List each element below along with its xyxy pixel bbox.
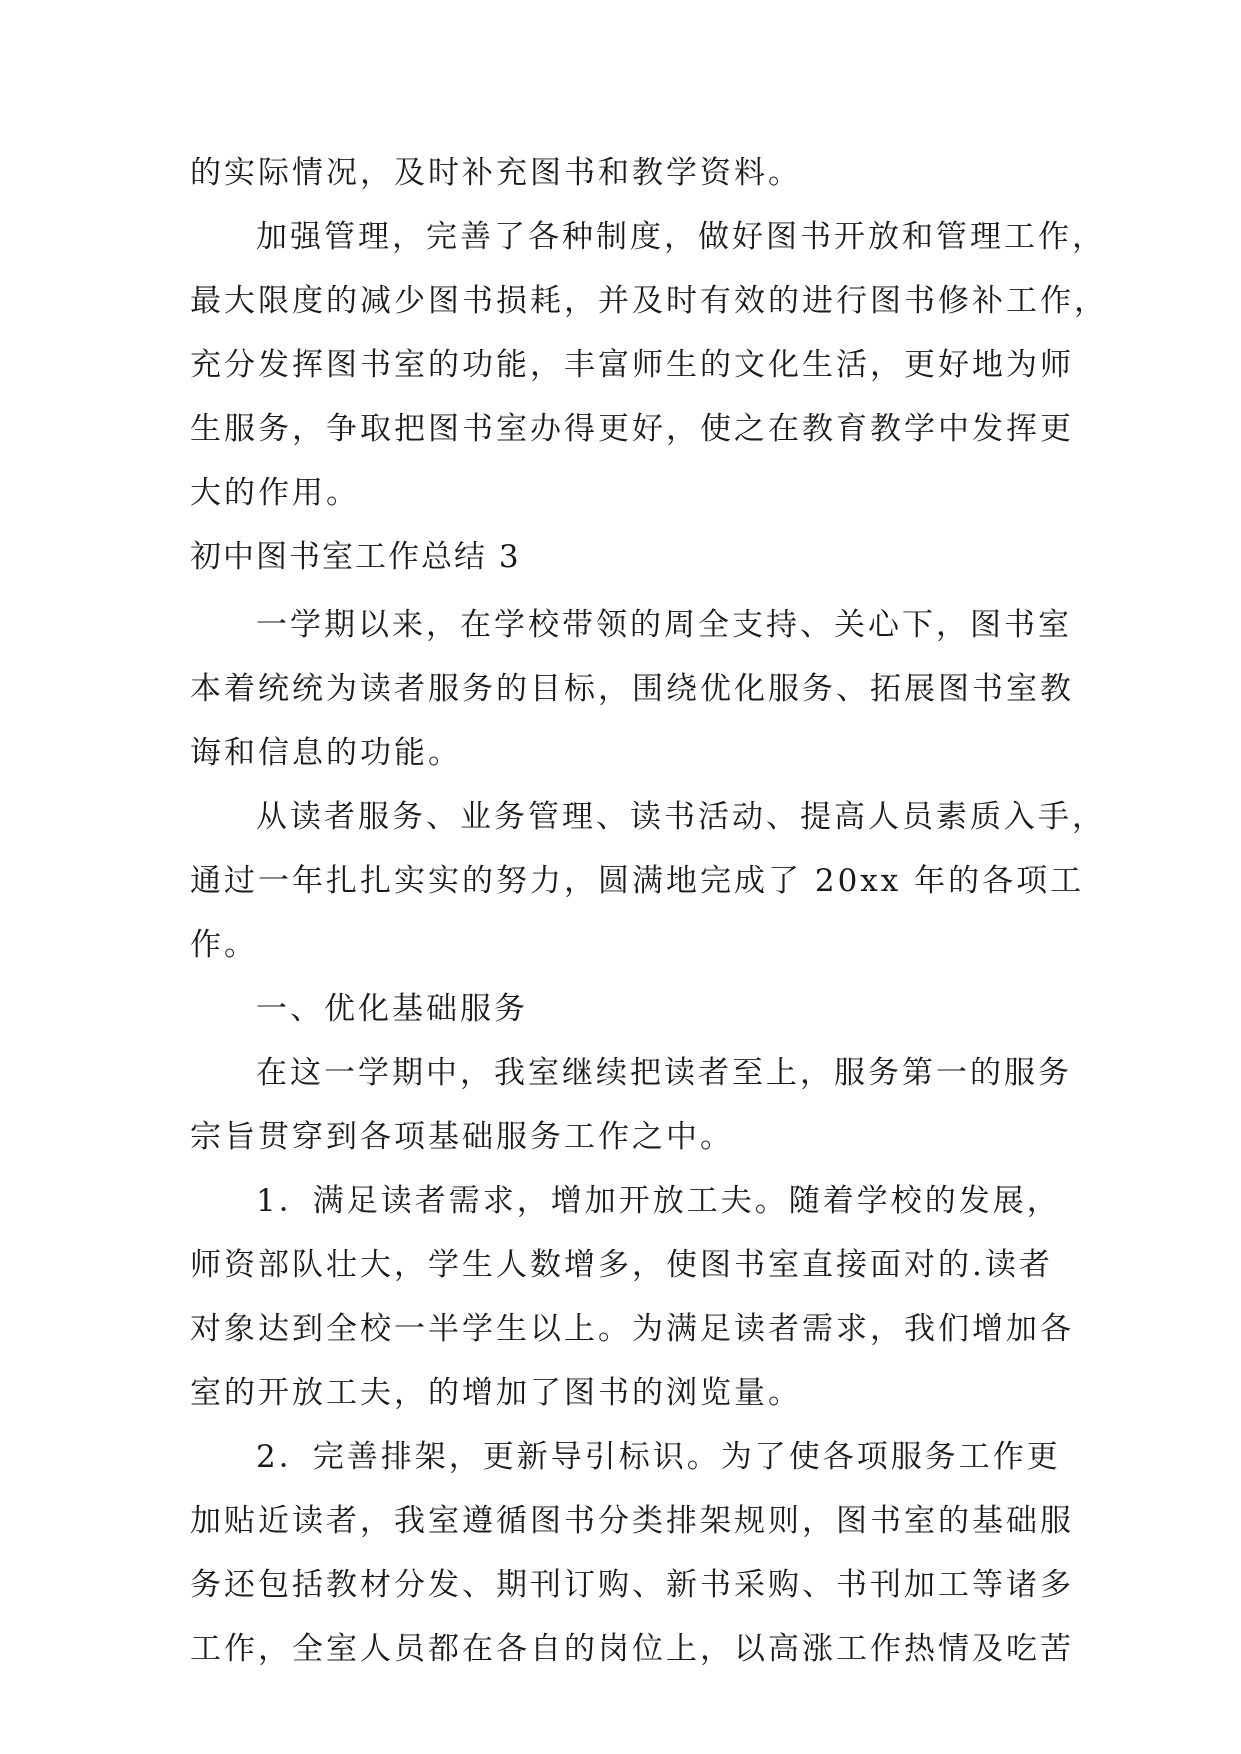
text-line: 务还包括教材分发、期刊订购、新书采购、书刊加工等诸多	[190, 1567, 1074, 1603]
text-line: 宗旨贯穿到各项基础服务工作之中。	[190, 1119, 734, 1155]
text-line: 在这一学期中，我室继续把读者至上，服务第一的服务	[256, 1055, 1072, 1091]
text-line: 作。	[190, 927, 258, 963]
text-line: 大的作用。	[190, 475, 360, 511]
text-line: 诲和信息的功能。	[190, 735, 462, 771]
section-title: 初中图书室工作总结 3	[190, 539, 521, 575]
text-line: 一学期以来，在学校带领的周全支持、关心下，图书室	[256, 607, 1072, 643]
text-line: 最大限度的减少图书损耗，并及时有效的进行图书修补工作，	[190, 283, 1108, 319]
text-line: 生服务，争取把图书室办得更好，使之在教育教学中发挥更	[190, 411, 1074, 447]
text-line: 2．完善排架，更新导引标识。为了使各项服务工作更	[256, 1439, 1061, 1475]
text-line: 对象达到全校一半学生以上。为满足读者需求，我们增加各	[190, 1311, 1074, 1347]
text-line: 工作，全室人员都在各自的岗位上，以高涨工作热情及吃苦	[190, 1631, 1074, 1667]
text-line: 充分发挥图书室的功能，丰富师生的文化生活，更好地为师	[190, 347, 1074, 383]
text-line: 加贴近读者，我室遵循图书分类排架规则，图书室的基础服	[190, 1503, 1074, 1539]
text-line: 从读者服务、业务管理、读书活动、提高人员素质入手，	[256, 799, 1106, 835]
text-line: 本着统统为读者服务的目标，围绕优化服务、拓展图书室教	[190, 671, 1074, 707]
text-line: 的实际情况，及时补充图书和教学资料。	[190, 155, 802, 191]
text-line: 一、优化基础服务	[256, 991, 528, 1027]
text-line: 通过一年扎扎实实的努力，圆满地完成了 20xx 年的各项工	[190, 863, 1085, 899]
text-line: 1．满足读者需求，增加开放工夫。随着学校的发展，	[256, 1183, 1061, 1219]
text-line: 加强管理，完善了各种制度，做好图书开放和管理工作，	[256, 219, 1106, 255]
text-line: 室的开放工夫，的增加了图书的浏览量。	[190, 1375, 802, 1411]
document-body	[190, 154, 1108, 1694]
text-line: 师资部队壮大，学生人数增多，使图书室直接面对的.读者	[190, 1247, 1053, 1283]
